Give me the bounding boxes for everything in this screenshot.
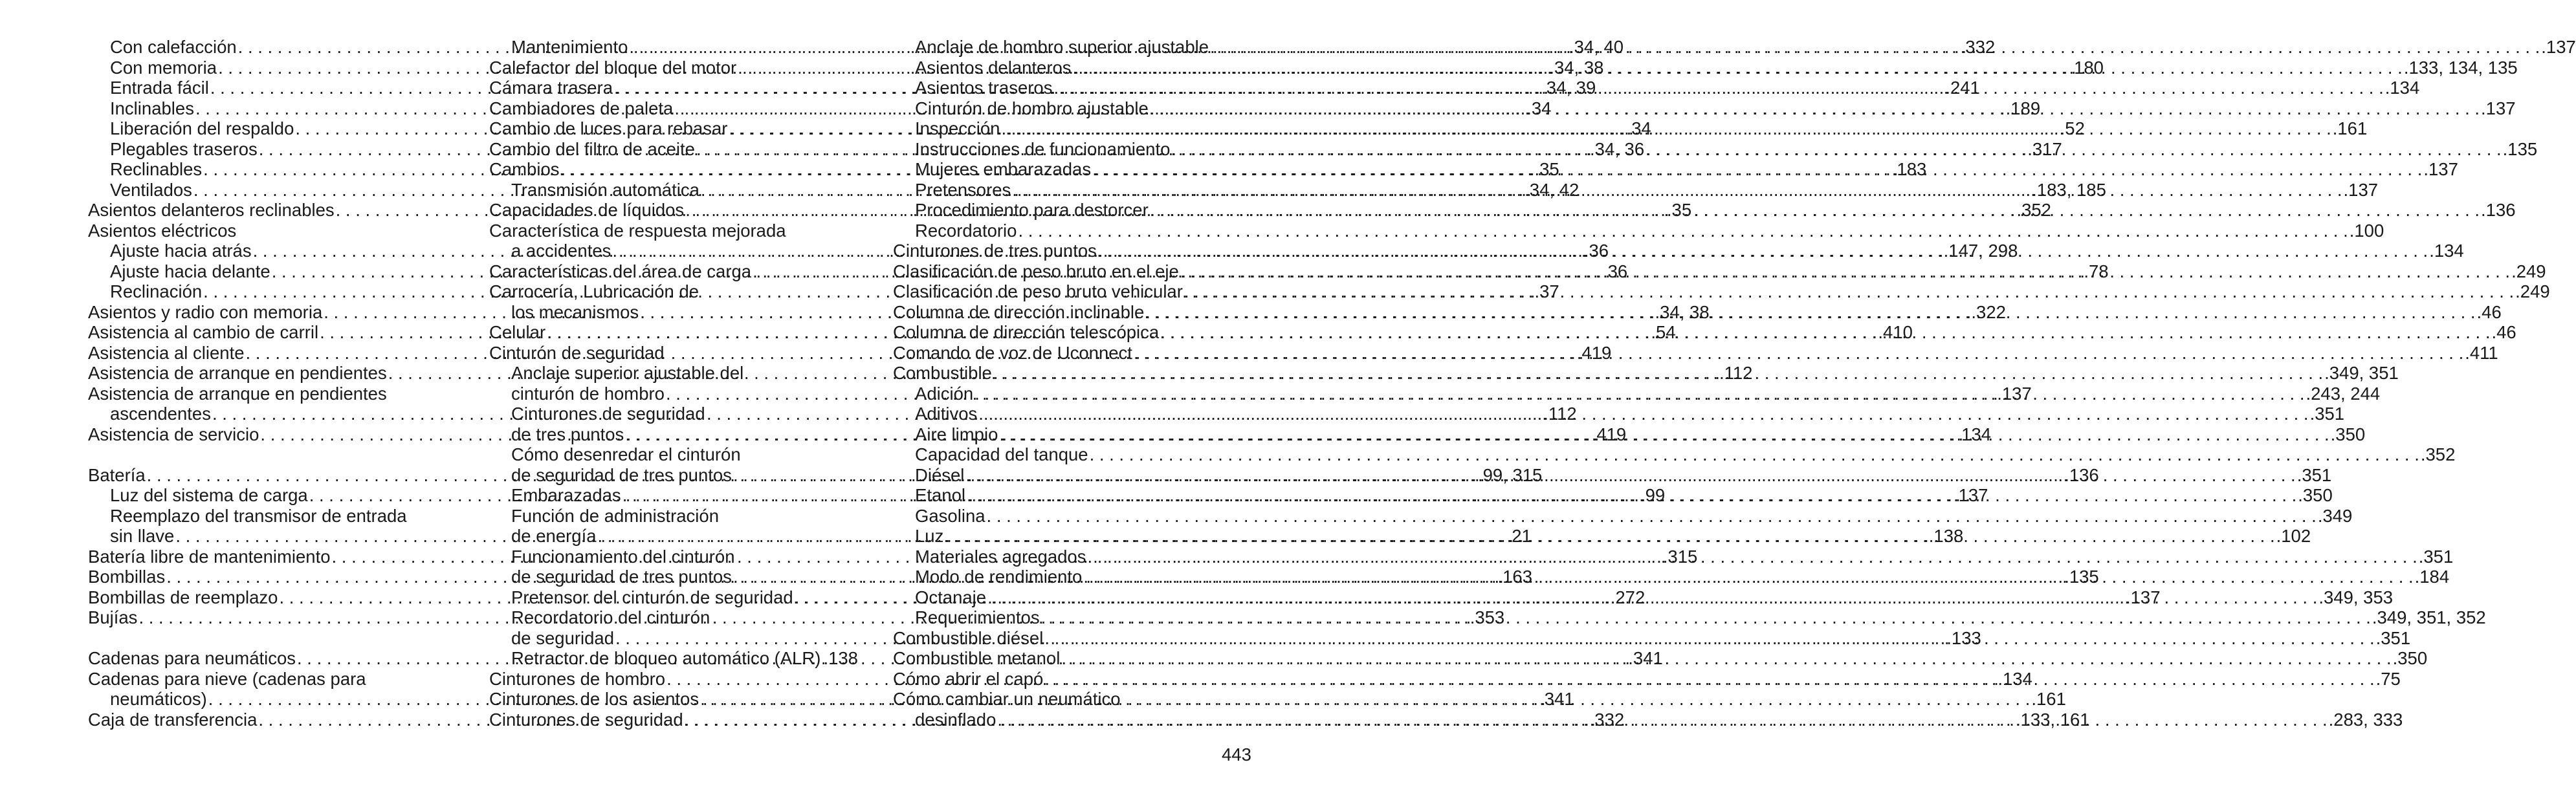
index-term: Aire limpio — [915, 424, 998, 444]
index-term: Columna de dirección telescópica — [893, 322, 1160, 342]
index-term: Anclaje de hombro superior ajustable — [915, 37, 1209, 57]
index-pages: .34, 40 — [1569, 37, 1624, 57]
index-pages: .36 — [1583, 241, 1609, 261]
index-term: Capacidad del tanque — [915, 444, 1088, 464]
index-pages: .21 — [1506, 526, 1532, 546]
index-term: de seguridad de tres puntos — [511, 464, 732, 485]
index-term: Octanaje — [915, 587, 987, 607]
index-term: Instrucciones de funcionamiento — [915, 138, 1171, 159]
index-pages: .34, 39 — [1541, 78, 1596, 98]
dot-leader — [1053, 78, 2383, 98]
index-term: Combustible metanol — [893, 648, 1061, 668]
index-pages: .351 — [2309, 404, 2345, 424]
index-pages: .349 — [2317, 505, 2353, 526]
index-term: Gasolina — [915, 505, 985, 526]
index-term: Asientos traseros — [915, 78, 1053, 98]
dot-leader — [987, 587, 2317, 608]
dot-leader — [999, 424, 2329, 445]
index-term: a accidentes — [511, 241, 611, 261]
index-term: Reclinación — [110, 281, 203, 301]
dot-leader — [1150, 200, 2480, 221]
index-entry — [893, 689, 1254, 710]
index-term: Asistencia de arranque en pendientes — [88, 383, 387, 404]
dot-leader — [1092, 159, 2422, 180]
dot-leader — [1160, 322, 2490, 343]
index-pages: .112 — [1543, 404, 1577, 424]
dot-leader — [1073, 58, 2403, 78]
index-pages: .349, 353 — [2318, 587, 2394, 607]
index-pages: .184 — [2414, 567, 2450, 587]
index-term: Requerimientos — [915, 607, 1040, 627]
index-pages: .99 — [1640, 485, 1666, 505]
index-term: Mantenimiento — [511, 37, 628, 57]
index-pages: .34 — [1526, 98, 1552, 118]
index-term: desinflado — [915, 709, 996, 730]
index-pages: .134 — [2384, 78, 2420, 98]
index-pages: .249 — [2515, 281, 2550, 301]
index-term: Luz del sistema de carga — [110, 485, 308, 505]
index-pages: .352 — [2016, 200, 2051, 220]
index-pages: .351 — [2296, 464, 2332, 485]
index-term: Carrocería, Lubricación de — [489, 281, 699, 301]
index-pages: .133, 134, 135 — [2403, 57, 2518, 78]
index-pages: .46 — [2476, 301, 2502, 322]
index-term: Asientos y radio con memoria — [88, 301, 323, 322]
index-pages: .349, 351 — [2324, 363, 2399, 383]
index-pages: .134 — [1956, 424, 1992, 444]
index-pages: .341 — [1628, 648, 1663, 668]
index-term: Batería libre de mantenimiento — [88, 546, 331, 567]
index-entry — [489, 506, 850, 527]
dot-leader — [974, 384, 2304, 404]
page-number: 443 — [1222, 744, 1251, 765]
index-pages: .137 — [2125, 587, 2161, 607]
index-term: Reclinables — [110, 159, 203, 179]
index-entry — [489, 547, 850, 567]
index-term: Calefactor del bloque del motor — [489, 57, 737, 78]
index-term: Con memoria — [110, 57, 217, 78]
index-pages: .137 — [2343, 179, 2379, 200]
index-term: Comando de voz de Uconnect — [893, 342, 1132, 363]
index-pages: .134 — [1998, 668, 2032, 689]
index-pages: .137 — [2541, 37, 2576, 57]
index-pages: .419 — [1591, 424, 1627, 444]
index-term: Combustible diésel — [893, 627, 1044, 648]
index-term: Transmisión automática — [511, 179, 699, 200]
index-pages: .34 — [1626, 118, 1651, 138]
dot-leader — [965, 465, 2295, 486]
index-term: Pretensor del cinturón de seguridad — [511, 587, 793, 607]
index-term: de tres puntos — [511, 424, 624, 444]
index-term: de seguridad — [511, 627, 615, 648]
index-term: Combustible — [893, 363, 992, 383]
index-entry — [489, 281, 850, 302]
index-term: Plegables traseros — [110, 138, 258, 159]
index-term: Etanol — [915, 485, 965, 505]
index-term: Asistencia de arranque en pendientes — [88, 363, 387, 383]
index-term: ascendentes — [110, 404, 211, 424]
index-term: Mujeres embarazadas — [915, 159, 1092, 179]
index-term: Características del área de carga — [489, 261, 752, 281]
index-term: Modo de rendimiento — [915, 567, 1083, 587]
dot-leader — [993, 363, 2323, 384]
index-pages: .34, 38 — [1549, 57, 1604, 78]
index-pages: .34, 42 — [1525, 179, 1580, 200]
dot-leader — [1012, 180, 2342, 201]
index-pages: .133 — [1946, 627, 1981, 648]
index-term: Funcionamiento del cinturón — [511, 546, 735, 567]
index-pages: .352 — [2420, 444, 2456, 464]
index-term: Clasificación de peso bruto vehicular — [893, 281, 1183, 301]
index-entry — [88, 506, 449, 527]
index-pages: .411 — [2465, 342, 2498, 363]
index-term: cinturón de hombro — [511, 383, 665, 404]
index-term: Asientos delanteros reclinables — [88, 200, 335, 220]
index-term: Asistencia al cliente — [88, 342, 245, 363]
index-term: Entrada fácil — [110, 78, 209, 98]
dot-leader — [1090, 444, 2419, 465]
dot-leader — [997, 710, 2327, 730]
index-term: Cómo desenredar el cinturón — [511, 444, 741, 464]
index-term: Asistencia al cambio de carril — [88, 322, 319, 342]
dot-leader — [1041, 607, 2371, 628]
dot-leader — [1044, 669, 2374, 690]
index-term: Con calefacción — [110, 37, 237, 57]
index-pages: .349, 351, 352 — [2372, 607, 2486, 627]
index-term: Pretensores — [915, 179, 1011, 200]
index-term: Batería — [88, 464, 146, 485]
index-entry — [489, 363, 850, 384]
index-entry — [88, 669, 449, 690]
index-entry — [489, 444, 850, 465]
index-term: Asientos eléctricos — [88, 220, 237, 241]
index-pages: .351 — [2375, 627, 2411, 648]
index-term: de energía — [511, 526, 597, 546]
index-pages: .134 — [2429, 241, 2464, 261]
index-term: Materiales agregados — [915, 546, 1086, 567]
index-term: Celular — [489, 322, 546, 342]
index-term: Liberación del respaldo — [110, 118, 294, 138]
dot-leader — [1061, 648, 2391, 669]
index-pages: .183, 185 — [2032, 179, 2106, 200]
index-term: Función de administración — [511, 505, 720, 526]
index-term: Cinturones de los asientos — [489, 689, 699, 709]
index-pages: .137 — [1997, 383, 2032, 404]
index-pages: .249 — [2511, 261, 2546, 281]
index-pages: .136 — [2064, 464, 2099, 485]
index-pages: .163 — [1497, 567, 1533, 587]
index-pages: .36 — [1602, 261, 1628, 281]
index-term: Cómo abrir el capó — [893, 668, 1044, 689]
index-pages: .317 — [2027, 138, 2062, 159]
index-term: Cinturón de hombro ajustable — [915, 98, 1149, 118]
index-pages: .46 — [2491, 322, 2516, 342]
index-entry — [489, 607, 850, 628]
index-entry — [893, 505, 2353, 527]
index-term: Ventilados — [110, 179, 192, 200]
index-pages: .350 — [2298, 485, 2333, 505]
index-term: Embarazadas — [511, 485, 621, 505]
index-term: Diésel — [915, 464, 965, 485]
index-pages: .272 — [1610, 587, 1646, 607]
index-term: Luz — [915, 526, 944, 546]
index-term: Bujías — [88, 607, 138, 627]
index-term: Aditivos — [915, 404, 978, 424]
index-pages: .138 — [823, 648, 858, 668]
index-term: Bombillas — [88, 567, 166, 587]
index-pages: .419 — [1576, 342, 1612, 363]
index-term: Ajuste hacia atrás — [110, 241, 252, 261]
index-pages: .341 — [1539, 689, 1574, 709]
dot-leader — [987, 506, 2317, 527]
dot-leader — [1098, 241, 2428, 261]
dot-leader — [967, 485, 2296, 506]
dot-leader — [1044, 628, 2374, 649]
index-pages: .34, 36 — [1590, 138, 1645, 159]
index-spacer — [88, 628, 449, 649]
index-entry — [489, 221, 850, 241]
index-entry — [88, 221, 449, 241]
index-term: Retractor de bloqueo automático (ALR) — [511, 648, 821, 668]
index-term: Cinturones de hombro — [489, 668, 666, 689]
index-pages: .161 — [2031, 689, 2066, 709]
dot-leader — [1210, 37, 2540, 58]
dot-leader — [1134, 343, 2463, 364]
index-pages: .410 — [1878, 322, 1913, 342]
index-entry — [489, 648, 858, 669]
index-pages: .52 — [2060, 118, 2085, 138]
index-pages: .37 — [1534, 281, 1559, 301]
index-pages: .138 — [1928, 526, 1964, 546]
index-term: Columna de dirección inclinable — [893, 301, 1145, 322]
dot-leader — [1180, 261, 2510, 282]
index-pages: .135 — [2064, 567, 2099, 587]
index-pages: .189 — [2005, 98, 2041, 118]
index-entry — [489, 343, 850, 364]
index-pages: .100 — [2349, 220, 2384, 241]
index-term: Asientos delanteros — [915, 57, 1072, 78]
index-pages: .137 — [1953, 485, 1988, 505]
index-term: neumáticos) — [110, 689, 207, 709]
index-term: Cambiadores de paleta — [489, 98, 674, 118]
index-pages: .112 — [1719, 363, 1753, 383]
index-pages: .147, 298 — [1943, 241, 2018, 261]
dot-leader — [945, 526, 2274, 547]
index-term: Recordatorio — [915, 220, 1017, 241]
index-term: Anclaje superior ajustable del — [511, 363, 744, 383]
index-pages: .99, 315 — [1477, 464, 1543, 485]
dot-leader — [1171, 139, 2501, 160]
index-term: Característica de respuesta mejorada — [489, 220, 786, 241]
index-entry — [893, 444, 2456, 465]
index-term: Bombillas de reemplazo — [88, 587, 278, 607]
index-term: sin llave — [110, 526, 175, 546]
dot-leader — [1145, 302, 2475, 323]
index-term: Procedimiento para destorcer — [915, 200, 1149, 220]
dot-leader — [1150, 98, 2480, 119]
index-pages: .283, 333 — [2328, 709, 2403, 730]
index-term: Cambio del filtro de aceite — [489, 138, 695, 159]
index-pages: .351 — [2418, 546, 2454, 567]
index-pages: .102 — [2276, 526, 2311, 546]
index-term: los mecanismos — [511, 301, 639, 322]
index-pages: .332 — [1960, 37, 1996, 57]
index-pages: .137 — [2481, 98, 2516, 118]
dot-leader — [1184, 281, 2514, 302]
index-pages: .133, 161 — [2015, 709, 2090, 730]
index-term: Cadenas para nieve (cadenas para — [88, 668, 366, 689]
index-term: Asistencia de servicio — [88, 424, 259, 444]
index-term: Cinturones de tres puntos — [893, 241, 1097, 261]
index-term: Reemplazo del transmisor de entrada — [110, 505, 407, 526]
index-pages: .353 — [1470, 607, 1505, 627]
index-term: de seguridad de tres puntos — [511, 567, 732, 587]
index-term: Cinturones de seguridad — [489, 709, 683, 730]
index-term: Cinturones de seguridad — [511, 404, 705, 424]
index-pages: .54 — [1651, 322, 1676, 342]
index-pages: .350 — [2392, 648, 2428, 668]
index-term: Caja de transferencia — [88, 709, 258, 730]
index-pages: .137 — [2423, 159, 2458, 179]
index-entry — [893, 220, 2384, 241]
index-pages: .350 — [2330, 424, 2366, 444]
index-entry — [489, 404, 850, 424]
index-pages: .136 — [2481, 200, 2516, 220]
dot-leader — [978, 404, 2308, 424]
index-pages: .35 — [1534, 159, 1559, 179]
index-pages: .315 — [1662, 546, 1698, 567]
index-entry — [88, 384, 449, 404]
index-term: Ajuste hacia delante — [110, 261, 270, 281]
index-term: Inclinables — [110, 98, 194, 118]
index-term: Recordatorio del cinturón — [511, 607, 710, 627]
index-term: Cámara trasera — [489, 78, 613, 98]
index-pages: .183 — [1891, 159, 1927, 179]
index-pages: .161 — [2332, 118, 2368, 138]
index-term: Cambios — [489, 159, 560, 179]
index-pages: .332 — [1589, 709, 1625, 730]
index-term: Clasificación de peso bruto en el eje — [893, 261, 1179, 281]
index-pages: .243, 244 — [2306, 383, 2381, 404]
index-term: Cadenas para neumáticos — [88, 648, 296, 668]
index-spacer — [88, 444, 449, 465]
index-term: Capacidades de líquidos — [489, 200, 685, 220]
dot-leader — [1018, 221, 2348, 241]
dot-leader — [1001, 118, 2331, 139]
index-term: Cinturón de seguridad — [489, 342, 665, 363]
index-pages: .180 — [2069, 57, 2104, 78]
index-pages: .34, 38 — [1655, 301, 1710, 322]
dot-leader — [1087, 547, 2417, 567]
index-pages: .135 — [2502, 138, 2538, 159]
index-term: Cambio de luces para rebasar — [489, 118, 728, 138]
index-term: Adición — [915, 383, 974, 404]
index-pages: .322 — [1971, 301, 2006, 322]
index-pages: .241 — [1945, 78, 1980, 98]
index-pages: .78 — [2084, 261, 2109, 281]
index-pages: .75 — [2375, 668, 2401, 689]
index-pages: .35 — [1666, 200, 1692, 220]
index-term: Cómo cambiar un neumático — [893, 689, 1121, 709]
index-term: Inspección — [915, 118, 1000, 138]
dot-leader — [1083, 567, 2413, 587]
